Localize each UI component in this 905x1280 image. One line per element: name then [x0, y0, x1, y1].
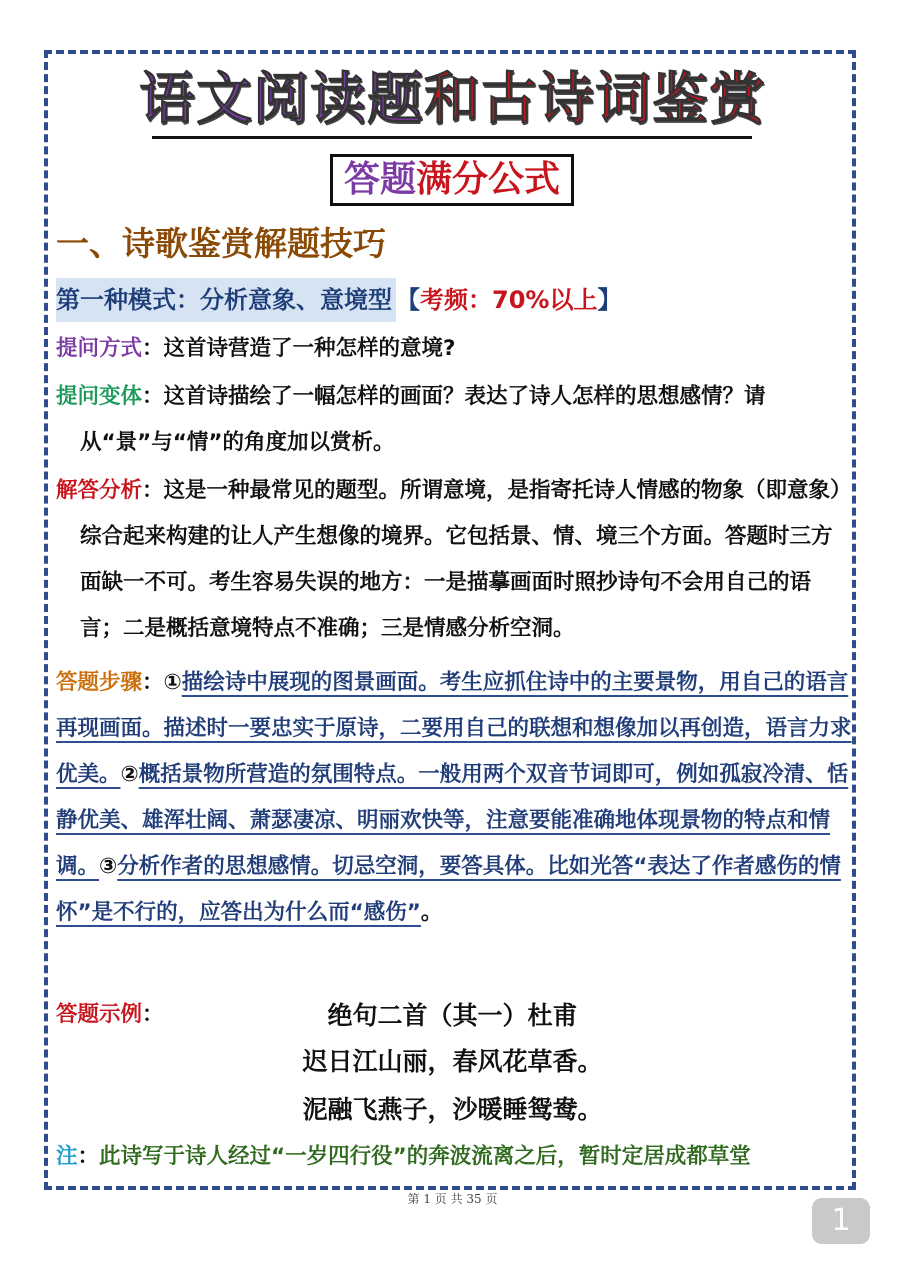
note-label: 注	[56, 1144, 78, 1169]
mode-frequency: 考频：70%以上	[420, 286, 598, 314]
step-3-marker: ③	[99, 854, 118, 879]
document-title	[0, 66, 905, 133]
subtitle-box	[330, 154, 574, 206]
title-part-2: 阅读题	[253, 67, 424, 132]
title-part-4: 古诗词鉴赏	[481, 67, 766, 132]
example-colon: ：	[142, 1002, 164, 1027]
analysis-text: 这是一种最常见的题型。所谓意境，是指寄托诗人情感的物象（即意象）综合起来构建的让人产生想像的境界。它包括景、情、境三个方面。答题时三方面缺一不可。考生容易失误的地方：一是描摹画面时照抄诗句不会用自己的语言；二是概括意境特点不准确；三是情感分析空洞。	[80, 478, 852, 641]
step-2-text: 概括景物所营造的氛围特点。一般用两个双音节词即可，例如孤寂冷清、恬静优美、雄浑壮阔、萧瑟凄凉、明丽欢快等，注意要能准确地体现景物的特点和情调。	[56, 762, 849, 879]
ask-method-paragraph	[56, 326, 852, 372]
ask-variant-colon: ：	[142, 384, 164, 409]
steps-paragraph	[56, 660, 852, 936]
step-1-text: 描绘诗中展现的图景画面。考生应抓住诗中的主要景物，用自己的语言再现画面。描述时一要忠实于原诗，二要用自己的联想和想像加以再创造，语言力求优美。	[56, 670, 852, 787]
steps-end: 。	[420, 900, 443, 925]
ask-variant-label: 提问变体	[56, 384, 143, 409]
mode-heading	[56, 278, 621, 322]
subtitle-part-1: 答题	[343, 159, 416, 200]
step-1-marker: ①	[163, 670, 182, 695]
analysis-colon: ：	[142, 478, 164, 503]
page-footer: 第 1 页 共 35 页	[407, 1192, 498, 1206]
poem-line-2: 泥融飞燕子，沙暖睡鸳鸯。	[302, 1095, 603, 1124]
mode-bracket-close: 】	[597, 286, 622, 314]
example-label: 答题示例	[56, 1002, 143, 1027]
mode-bracket-open: 【	[396, 286, 420, 314]
ask-method-text: 这首诗营造了一种怎样的意境?	[163, 336, 456, 361]
analysis-paragraph	[56, 468, 852, 652]
ask-method-colon: ：	[142, 336, 164, 361]
page-number-badge[interactable]: 1	[812, 1198, 870, 1244]
note-paragraph	[56, 1134, 852, 1180]
steps-label: 答题步骤	[56, 670, 143, 695]
step-3-text: 分析作者的思想感情。切忌空洞，要答具体。比如光答“表达了作者感伤的情怀”是不行的，应答出为什么而“感伤”	[56, 854, 841, 925]
note-colon: ：	[77, 1144, 100, 1169]
ask-variant-text: 这首诗描绘了一幅怎样的画面？表达了诗人怎样的思想感情？请从“景”与“情”的角度加以赏析。	[80, 384, 766, 455]
step-2-marker: ②	[120, 762, 139, 787]
title-underline	[152, 136, 752, 139]
title-part-1: 语文	[139, 67, 253, 132]
ask-method-label: 提问方式	[56, 336, 143, 361]
analysis-label: 解答分析	[56, 478, 143, 503]
poem-line-1: 迟日江山丽，春风花草香。	[302, 1047, 603, 1076]
poem-title: 绝句二首（其一）杜甫	[327, 1001, 578, 1030]
section-heading: 一、诗歌鉴赏解题技巧	[56, 224, 386, 263]
mode-name: 第一种模式：分析意象、意境型	[56, 278, 396, 322]
steps-colon: ：	[142, 670, 164, 695]
ask-variant-paragraph	[56, 374, 852, 466]
subtitle-part-2: 满分公式	[416, 159, 561, 200]
note-text: 此诗写于诗人经过“一岁四行役”的奔波流离之后，暂时定居成都草堂	[99, 1144, 751, 1169]
title-part-3: 和	[424, 67, 481, 132]
